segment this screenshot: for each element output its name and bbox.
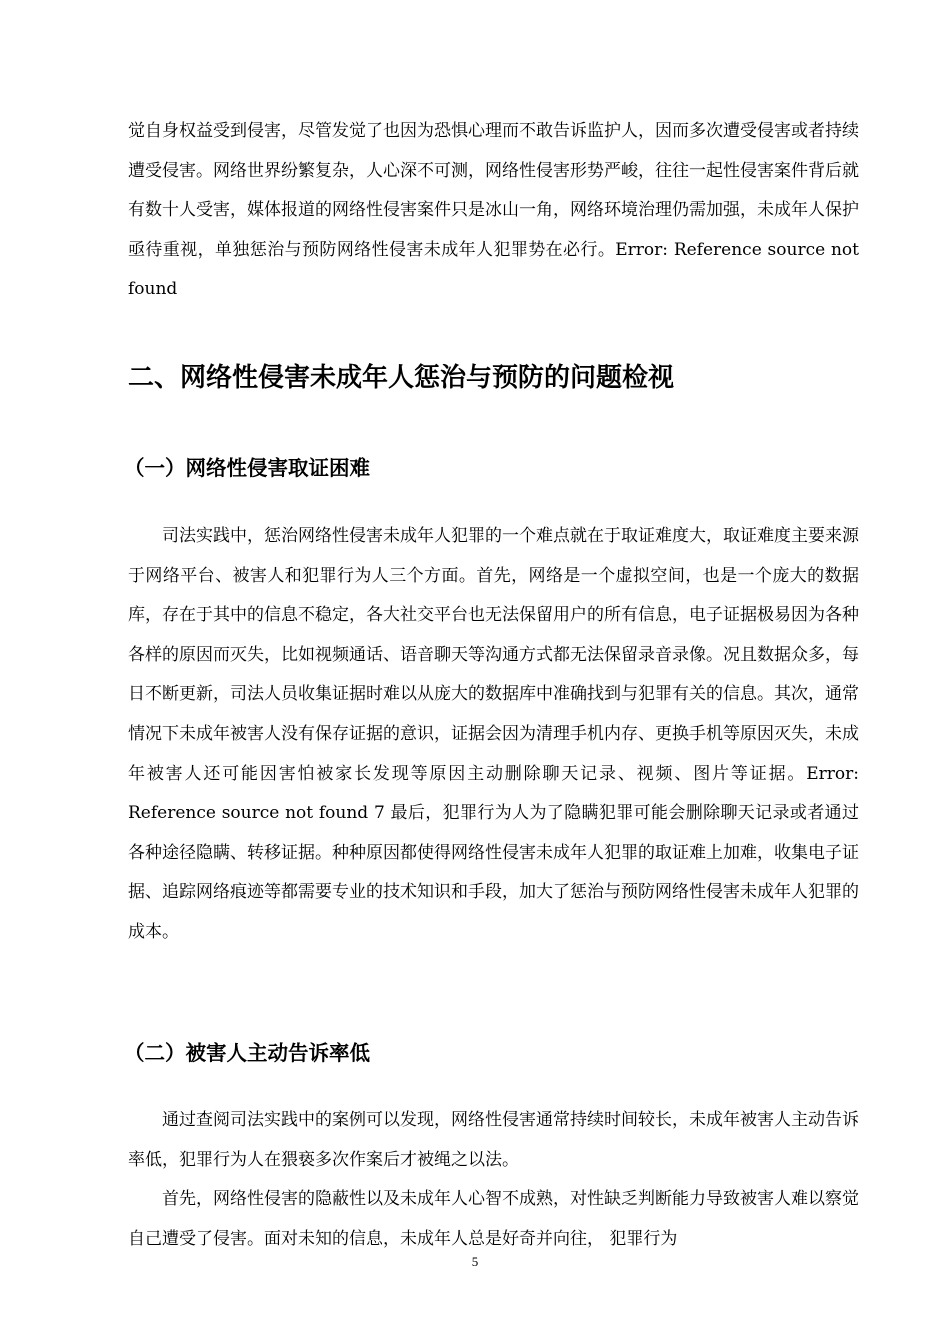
paragraph-report-rate: 通过查阅司法实践中的案例可以发现，网络性侵害通常持续时间较长，未成年被害人主动告诉率低，犯罪行为人在猥亵多次作案后才被绳之以法。 <box>128 1110 859 1170</box>
paragraph-evidence: 司法实践中，惩治网络性侵害未成年人犯罪的一个难点就在于取证难度大，取证难度主要来源于网络平台、被害人和犯罪行为人三个方面。首先，网络是一个虚拟空间，也是一个庞大的数据库，存在于其中的信息不稳定，各大社交平台也无法保留用户的所有信息，电子证据极易因为各种各样的原因而灭失，比如视频通话、语音聊天等沟通方式都无法保留录音录像。况且数据众多，每日不断更新，司法人员收集证据时难以从庞大的数据库中准确找到与犯罪有关的信息。其次，通常情况下未成年被害人没有保存证据的意识，证据会因为清理手机内存、更换手机等原因灭失，未成年被害人还可能因害怕被家长发现等原因主动删除聊天记录、视频、图片等证据。Error: Reference source not found 7 最后，犯罪行为人为了隐瞒犯罪可能会删除聊天记录或者通过各种途径隐瞒、转移证据。种种原因都使得网络性侵害未成年人犯罪的取证难上加难，收集电子证据、追踪网络痕迹等都需要专业的技术知识和手段，加大了惩治与预防网络性侵害未成年人犯罪的成本。 <box>128 526 859 942</box>
paragraph-continuation: 觉自身权益受到侵害，尽管发觉了也因为恐惧心理而不敢告诉监护人，因而多次遭受侵害或者持续遭受侵害。网络世界纷繁复杂，人心深不可测，网络性侵害形势严峻，往往一起性侵害案件背后就有数十人受害，媒体报道的网络性侵害案件只是冰山一角，网络环境治理仍需加强，未成年人保护亟待重视，单独惩治与预防网络性侵害未成年人犯罪势在必行。Error: Reference source not found <box>128 121 859 300</box>
subsection-heading-2: （二）被害人主动告诉率低 <box>124 1041 370 1065</box>
subsection-heading-1: （一）网络性侵害取证困难 <box>124 456 370 480</box>
paragraph-evidence-block <box>128 517 859 953</box>
paragraph-concealment: 首先，网络性侵害的隐蔽性以及未成年人心智不成熟，对性缺乏判断能力导致被害人难以察觉自己遭受了侵害。面对未知的信息，未成年人总是好奇并向往， 犯罪行为 <box>128 1189 859 1249</box>
page-number: 5 <box>471 1254 479 1269</box>
paragraph-report-rate-block <box>128 1101 859 1259</box>
paragraph-continuation-block <box>128 112 859 310</box>
section-heading: 二、网络性侵害未成年人惩治与预防的问题检视 <box>128 363 675 393</box>
